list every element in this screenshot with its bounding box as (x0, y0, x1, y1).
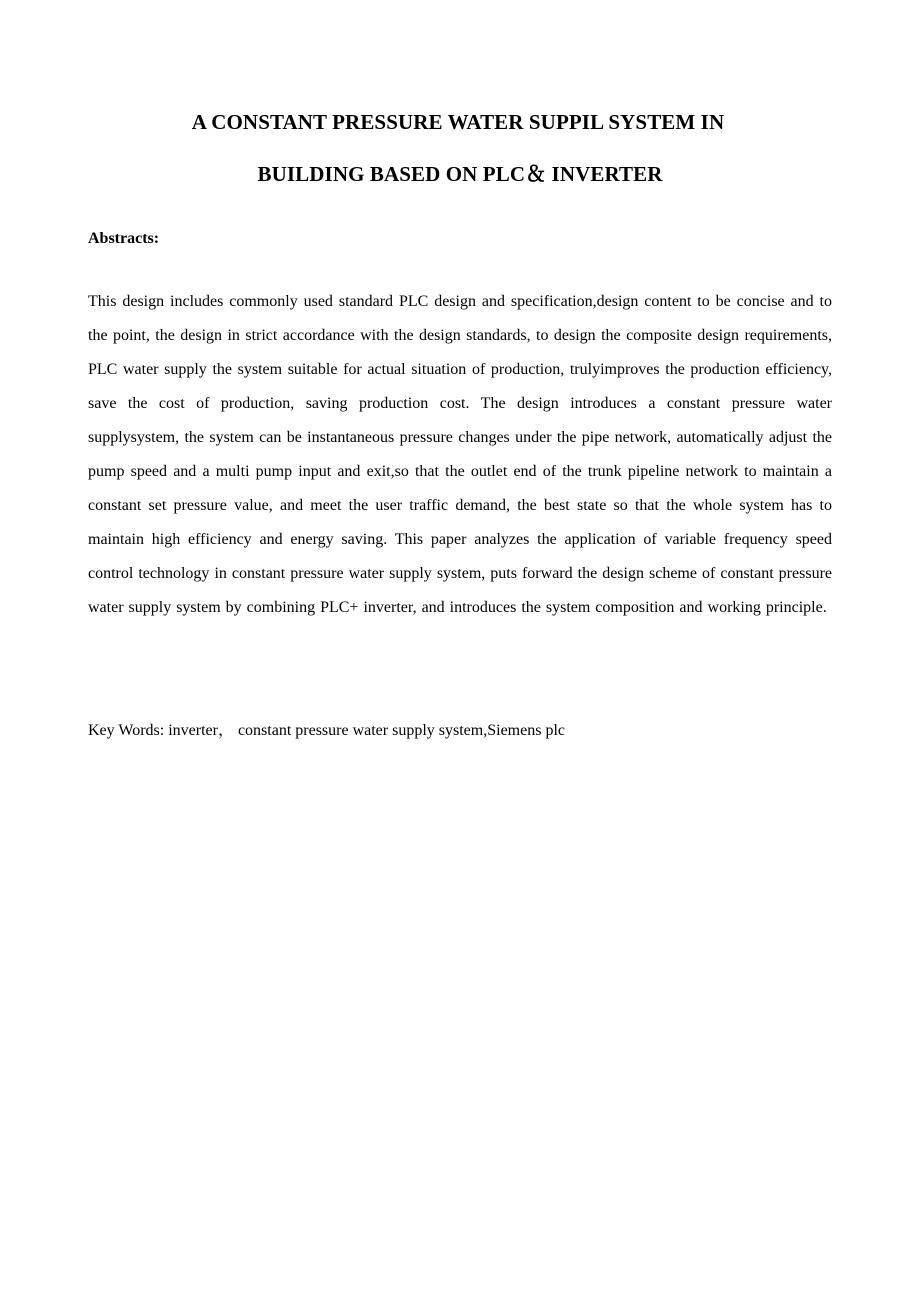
keywords-line: Key Words: inverter， constant pressure water supply system,Siemens plc (88, 722, 565, 739)
paper-title-line-1: A CONSTANT PRESSURE WATER SUPPIL SYSTEM IN (191, 110, 725, 134)
paper-title-line-2: BUILDING BASED ON PLC＆ INVERTER (257, 162, 663, 186)
abstract-heading: Abstracts: (88, 230, 160, 247)
abstract-body: This design includes commonly used standard PLC design and specification,design content to be concise and to the point, the design in strict accordance with the design standards, to design the composite design requirements, PLC water supply the system suitable for actual situation of production, trulyimproves the production efficiency, save the cost of production, saving production cost. The design introduces a constant pressure water supplysystem, the system can be instantaneous pressure changes under the pipe network, automatically adjust the pump speed and a multi pump input and exit,so that the outlet end of the trunk pipeline network to maintain a constant set pressure value, and meet the user traffic demand, the best state so that the whole system has to maintain high efficiency and energy saving. This paper analyzes the application of variable frequency speed control technology in constant pressure water supply system, puts forward the design scheme of constant pressure water supply system by combining PLC+ inverter, and introduces the system composition and working principle. (88, 293, 832, 616)
